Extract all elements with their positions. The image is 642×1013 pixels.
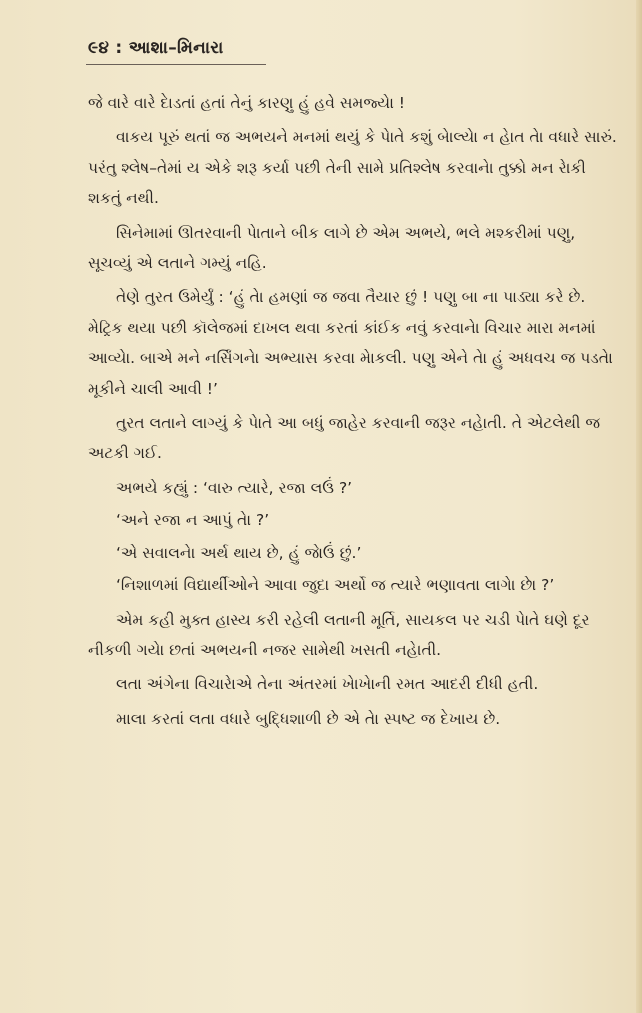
paragraph-2: વાકય પૂરું થતાં જ અભયને મનમાં થયું કે પેાતે કશું બેાલ્યેા ન હેાત તેા વધારે સારું. પરંતુ શ્લેષ–તેમાં ય એકે શરૂ કર્યા પછી તેની સામે પ્રતિશ્લેષ કરવાનેા તુક્કો મન રેાકી શકતું નથી. xyxy=(88,128,617,208)
paragraph-8: માલા કરતાં લતા વધારે બુદ્ધિશાળી છે એ તેા સ્પષ્ટ જ દેખાય છે. xyxy=(116,709,501,728)
paragraph-3: સિનેમામાં ઊતરવાની પેાતાને બીક લાગે છે એમ અભયે, ભલે મશ્કરીમાં પણુ, સૂચવ્યું એ લતાને ગમ્યું નહિ. xyxy=(88,223,576,273)
body-text xyxy=(88,88,618,738)
dialogue-line-1: અભયે કહ્યું : ‘વારુ ત્યારે, રજા લઉં ?’ xyxy=(116,478,353,497)
paragraph-7: લતા અંગેના વિચારેાએ તેના અંતરમાં ખેાખેાની રમત આદરી દીધી હતી. xyxy=(116,675,539,694)
paragraph-6: એમ કહી મુક્ત હાસ્ય કરી રહેલી લતાની મૂર્તિ, સાયકલ પર ચડી પેાતે ઘણે દૂર નીકળી ગયેા છતાં અભયની નજર સામેથી ખસતી નહેાતી. xyxy=(88,610,590,659)
paragraph-1: જે વારે વારે દેાડતાં હતાં તેનું કારણુ હું હવે સમજ્યેા ! xyxy=(88,94,406,112)
dialogue-line-3: ‘એ સવાલનેા અર્થ થાય છે, હું જેાઉં છું.’ xyxy=(116,543,362,562)
paragraph-4: તેણે તુરત ઉમેર્યું : ‘હું તેા હમણાં જ જવા તૈયાર છું ! પણુ બા ના પાડ્યા કરે છે. મેટ્રિક થયા પછી કૉલેજમાં દાખલ થવા કરતાં કાંઈક નવું કરવાનેા વિચાર મારા મનમાં આવ્યેા. બાએ મને નર્સિંગનેા અભ્યાસ કરવા મેાકલી. પણુ એને તેા હું અધવચ જ પડતેા મૂકીને ચાલી આવી !’ xyxy=(88,288,613,398)
page-header: ૯૪ : આશા–મિનારા xyxy=(88,38,224,58)
header-rule xyxy=(86,64,266,69)
dialogue-line-4: ‘નિશાળમાં વિદ્યાર્થીઓને આવા જુદા અર્થો જ ત્યારે ભણાવતા લાગેા છેા ?’ xyxy=(116,576,555,595)
page-edge xyxy=(636,0,642,1013)
paragraph-5: તુરત લતાને લાગ્યું કે પેાતે આ બધું જાહેર કરવાની જરૂર નહેાતી. તે એટલેથી જ અટકી ગઈ. xyxy=(88,414,600,463)
dialogue-line-2: ‘અને રજા ન આપું તેા ?’ xyxy=(116,511,270,530)
